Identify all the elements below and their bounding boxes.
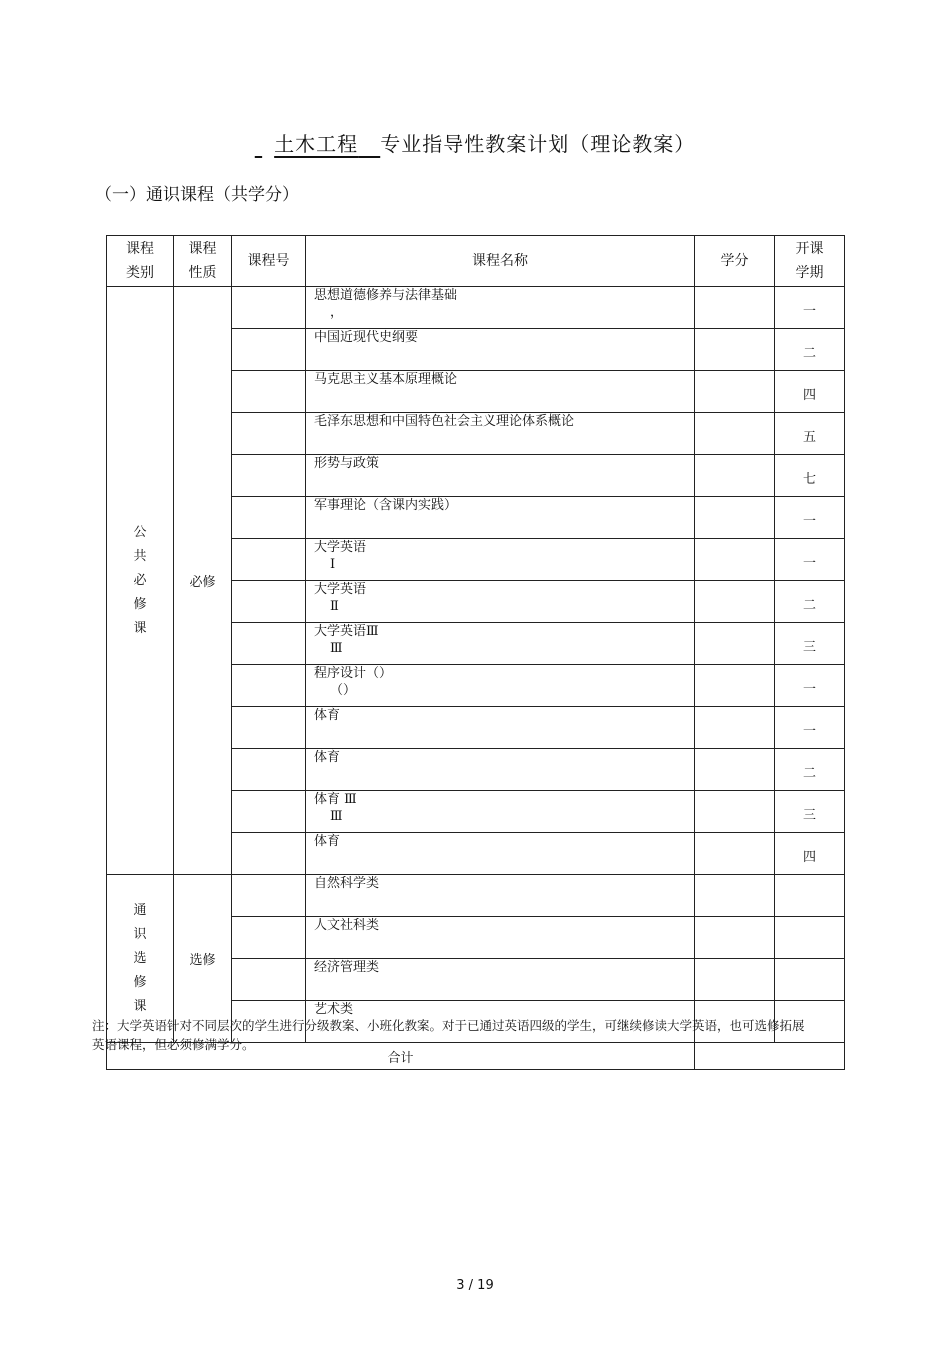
- page-title: [0, 128, 950, 157]
- course-name-cell: [306, 623, 695, 665]
- course-name-cell: [306, 707, 695, 749]
- course-name: 毛泽东思想和中国特色社会主义理论体系概论: [314, 414, 575, 429]
- credit-cell: [695, 917, 775, 959]
- course-name: 大学英语Ⅲ: [314, 624, 379, 639]
- course-name-cell: [306, 581, 695, 623]
- term-cell: 一: [775, 539, 845, 581]
- course-name: 体育: [314, 708, 341, 723]
- credit-cell: [695, 749, 775, 791]
- term-cell: 四: [775, 371, 845, 413]
- header-nature: 课程 性质: [174, 236, 232, 287]
- course-name: 形势与政策: [314, 456, 380, 471]
- major-name: 土木工程: [274, 132, 359, 156]
- credit-cell: [695, 581, 775, 623]
- credit-cell: [695, 791, 775, 833]
- course-name: 体育: [314, 834, 341, 849]
- credit-cell: [695, 833, 775, 875]
- course-name-cell: [306, 497, 695, 539]
- credit-cell: [695, 959, 775, 1001]
- course-name-cell: [306, 749, 695, 791]
- credit-cell: [695, 875, 775, 917]
- credit-cell: [695, 329, 775, 371]
- course-name-cell: [306, 959, 695, 1001]
- category-cell: 公 共 必 修 课: [107, 287, 174, 875]
- term-cell: [775, 917, 845, 959]
- total-label: 合计: [107, 1043, 695, 1070]
- course-code-cell: [232, 497, 306, 539]
- course-name-cell: [306, 917, 695, 959]
- course-code-cell: [232, 875, 306, 917]
- course-code-cell: [232, 287, 306, 329]
- course-name-cell: [306, 833, 695, 875]
- term-cell: 二: [775, 749, 845, 791]
- course-name-cell: [306, 791, 695, 833]
- header-name: 课程名称: [306, 236, 695, 287]
- credit-cell: [695, 539, 775, 581]
- course-name: 体育: [314, 750, 341, 765]
- term-cell: 三: [775, 791, 845, 833]
- nature-cell: 必修: [174, 287, 232, 875]
- course-name-sub: Ⅲ: [330, 809, 343, 824]
- footnote: 注：大学英语针对不同层次的学生进行分级教案、小班化教案。对于已通过英语四级的学生，可继续修读大学英语，也可选修拓展英语课程，但必须修满学分。: [92, 1018, 805, 1052]
- course-name-cell: [306, 413, 695, 455]
- term-cell: 七: [775, 455, 845, 497]
- course-name-cell: [306, 665, 695, 707]
- term-cell: 三: [775, 623, 845, 665]
- course-code-cell: [232, 917, 306, 959]
- course-name: 艺术类: [314, 1002, 354, 1017]
- course-code-cell: [232, 791, 306, 833]
- course-code-cell: [232, 665, 306, 707]
- course-name-cell: [306, 287, 695, 329]
- credit-cell: [695, 623, 775, 665]
- header-term: 开课 学期: [775, 236, 845, 287]
- term-cell: 五: [775, 413, 845, 455]
- header-code: 课程号: [232, 236, 306, 287]
- course-code-cell: [232, 539, 306, 581]
- page-number: 3 / 19: [456, 1278, 494, 1293]
- table-row: [107, 875, 845, 917]
- course-code-cell: [232, 329, 306, 371]
- term-cell: 四: [775, 833, 845, 875]
- course-name-sub: Ⅰ: [330, 557, 336, 572]
- course-name-sub: ，: [330, 305, 344, 320]
- section-heading: （一）通识课程（共学分）: [95, 185, 299, 205]
- term-cell: 一: [775, 665, 845, 707]
- table-row: [107, 287, 845, 329]
- course-code-cell: [232, 707, 306, 749]
- course-name: 马克思主义基本原理概论: [314, 372, 458, 387]
- term-cell: 一: [775, 287, 845, 329]
- course-name-sub: Ⅱ: [330, 599, 339, 614]
- header-category: 课程 类别: [107, 236, 174, 287]
- course-name-cell: [306, 875, 695, 917]
- course-name: 自然科学类: [314, 876, 380, 891]
- course-name-cell: [306, 371, 695, 413]
- credit-cell: [695, 413, 775, 455]
- credit-cell: [695, 497, 775, 539]
- course-code-cell: [232, 623, 306, 665]
- table-header-row: [107, 236, 845, 287]
- course-name: 中国近现代史纲要: [314, 330, 419, 345]
- term-cell: 一: [775, 497, 845, 539]
- course-code-cell: [232, 749, 306, 791]
- course-name-sub: （）: [330, 683, 357, 698]
- header-credit: 学分: [695, 236, 775, 287]
- course-name-cell: [306, 455, 695, 497]
- category-cell: 通 识 选 修 课: [107, 875, 174, 1043]
- term-cell: 二: [775, 329, 845, 371]
- course-name: 大学英语: [314, 582, 367, 597]
- course-name: 思想道德修养与法律基础: [314, 288, 458, 303]
- credit-cell: [695, 455, 775, 497]
- course-code-cell: [232, 833, 306, 875]
- course-name: 人文社科类: [314, 918, 380, 933]
- course-name: 军事理论（含课内实践）: [314, 498, 458, 513]
- credit-cell: [695, 371, 775, 413]
- course-code-cell: [232, 959, 306, 1001]
- credit-cell: [695, 665, 775, 707]
- term-cell: 二: [775, 581, 845, 623]
- course-code-cell: [232, 413, 306, 455]
- course-name-cell: [306, 329, 695, 371]
- course-code-cell: [232, 455, 306, 497]
- course-name-sub: Ⅲ: [330, 641, 343, 656]
- course-name: 经济管理类: [314, 960, 380, 975]
- course-name: 体育 Ⅲ: [314, 792, 357, 807]
- course-name: 程序设计（）: [314, 666, 393, 681]
- course-name: 大学英语: [314, 540, 367, 555]
- credit-cell: [695, 287, 775, 329]
- term-cell: 一: [775, 707, 845, 749]
- term-cell: [775, 959, 845, 1001]
- credit-cell: [695, 707, 775, 749]
- course-code-cell: [232, 581, 306, 623]
- course-name-cell: [306, 539, 695, 581]
- course-plan-table: [106, 235, 845, 1070]
- course-code-cell: [232, 371, 306, 413]
- title-rest: 专业指导性教案计划（理论教案）: [380, 132, 696, 156]
- term-cell: [775, 875, 845, 917]
- nature-cell: 选修: [174, 875, 232, 1043]
